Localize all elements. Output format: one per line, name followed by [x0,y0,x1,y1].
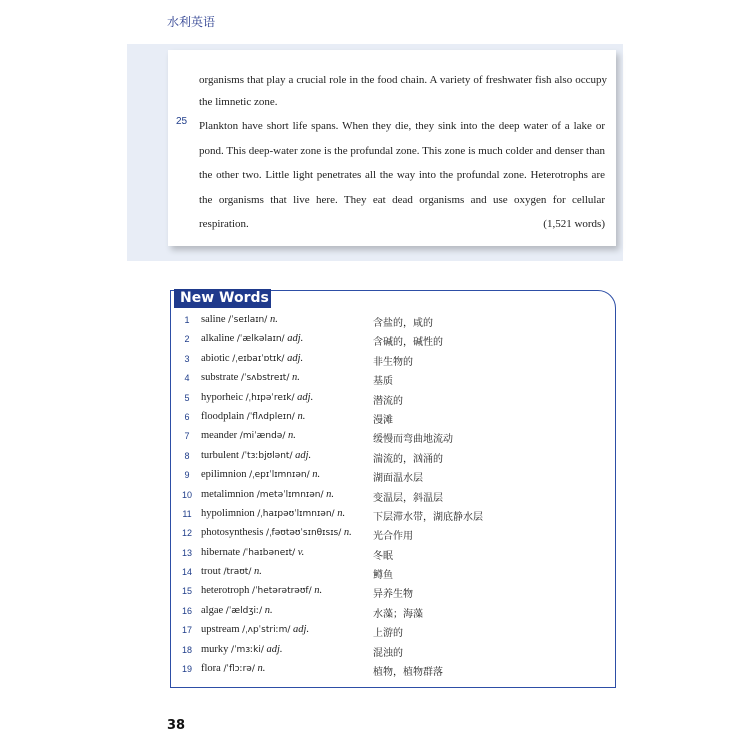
word-pronunciation: /ˌfəʊtəʊˈsɪnθɪsɪs/ [266,528,342,539]
word-pronunciation: /ˈflʌdpleɪn/ [246,411,295,422]
word-headword: photosynthesis [201,527,264,539]
word-list-item [170,545,610,564]
word-number: 15 [181,586,192,597]
word-entry [201,411,305,422]
word-definition: 非生物的 [373,356,413,368]
word-number: 19 [181,664,192,675]
word-list-item [170,642,610,661]
word-definition: 鳟鱼 [373,570,393,582]
word-part-of-speech: n. [314,585,323,597]
word-number: 7 [184,431,190,442]
word-count: (1,521 words) [543,218,605,230]
line-number: 25 [176,116,188,127]
word-definition: 光合作用 [373,531,413,543]
word-entry [201,585,322,596]
word-pronunciation: /ˈælkəlaɪn/ [236,334,285,345]
word-part-of-speech: n. [254,566,262,578]
word-number: 9 [184,470,190,481]
word-entry [201,314,278,325]
word-headword: heterotroph [201,585,250,597]
word-part-of-speech: n. [269,314,278,325]
word-part-of-speech: adj. [293,624,310,636]
word-list-item [170,351,610,370]
word-part-of-speech: n. [312,469,321,481]
word-entry [201,392,313,403]
word-list-item [170,428,610,447]
word-part-of-speech: n. [343,527,352,539]
word-list-item [170,506,610,525]
word-list-item [170,467,610,486]
word-pronunciation: /ˌhɪpəˈreɪk/ [245,392,295,403]
word-pronunciation: /ˈtɜːbjʊlənt/ [241,450,293,461]
word-pronunciation: /ˈflɔːrə/ [223,664,255,675]
word-definition: 缓慢而弯曲地流动 [373,434,453,446]
word-pronunciation: /ˈhaɪbəneɪt/ [242,547,296,558]
word-headword: algae [201,604,224,616]
word-pronunciation: /miˈændə/ [239,431,286,442]
word-list-item [170,487,610,506]
word-number: 2 [184,334,190,345]
word-entry [201,663,265,674]
word-list-item [170,661,610,680]
word-list-item [170,331,610,350]
word-number: 18 [181,644,192,655]
word-pronunciation: /ˈmɜːki/ [231,644,264,655]
new-words-list [170,312,610,680]
word-headword: substrate [201,372,239,384]
word-part-of-speech: adj. [266,643,283,655]
word-definition: 变温层，斜温层 [373,492,443,504]
word-headword: metalimnion [201,488,255,500]
word-list-item [170,448,610,467]
word-list-item [170,312,610,331]
new-words-title: New Words [174,289,271,308]
word-pronunciation: /ˌhaɪpəʊˈlɪmnɪən/ [257,508,335,519]
word-definition: 冬眠 [373,550,393,562]
word-headword: saline [201,314,226,325]
word-pronunciation: /ˈseɪlaɪn/ [228,315,268,325]
word-number: 6 [184,411,190,422]
word-list-item [170,603,610,622]
word-definition: 混浊的 [373,647,403,659]
word-list-item [170,409,610,428]
word-entry [201,489,334,500]
word-list-item [170,583,610,602]
word-number: 12 [181,528,192,539]
word-headword: turbulent [201,449,239,461]
word-entry [201,644,283,655]
word-headword: meander [201,430,238,442]
word-definition: 上游的 [373,628,403,640]
word-list-item [170,390,610,409]
word-entry [201,624,309,635]
word-number: 17 [181,625,192,636]
word-pronunciation: /traʊt/ [223,567,252,578]
word-part-of-speech: n. [288,430,296,442]
passage-paragraph: Plankton have short life spans. When they die, they sink into the deep water of a lake or pond. This deep-water zone is the profundal zone. This zone is much colder and denser than the other two. Little light penetrates all the way into the profundal zone. Heterotrophs are the organisms that live here. They eat dead organisms and use oxygen for cellular respiration. [199,120,605,230]
word-pronunciation: /ˈsʌbstreɪt/ [240,373,290,384]
word-part-of-speech: adj. [287,333,304,345]
word-entry [201,547,304,558]
word-definition: 湍流的，汹涌的 [373,453,443,465]
word-part-of-speech: adj. [295,449,312,461]
word-headword: abiotic [201,352,230,364]
word-number: 10 [181,489,192,500]
word-list-item [170,525,610,544]
word-entry [201,566,262,577]
word-number: 1 [184,315,190,325]
word-number: 5 [184,392,190,403]
word-definition: 潜流的 [373,395,403,407]
word-part-of-speech: adj. [297,391,314,403]
word-part-of-speech: n. [257,663,266,675]
word-number: 3 [184,353,190,364]
word-entry [201,527,352,538]
word-definition: 水藻；海藻 [373,608,423,620]
word-part-of-speech: n. [291,372,300,384]
word-entry [201,333,303,344]
word-number: 16 [181,605,192,616]
word-part-of-speech: adj. [287,352,304,364]
word-pronunciation: /ˌeɪbaɪˈɒtɪk/ [232,353,285,364]
word-headword: hyporheic [201,391,243,403]
word-list-item [170,622,610,641]
word-entry [201,353,303,364]
word-part-of-speech: n. [264,604,273,616]
word-definition: 含盐的，咸的 [373,318,433,329]
word-definition: 基质 [373,376,393,388]
word-number: 8 [184,450,190,461]
word-part-of-speech: v. [297,546,305,558]
word-definition: 异养生物 [373,589,413,601]
word-number: 13 [181,547,192,558]
word-headword: epilimnion [201,469,247,481]
word-headword: alkaline [201,333,235,345]
word-definition: 含碱的，碱性的 [373,337,443,349]
word-headword: hibernate [201,546,241,558]
word-definition: 下层滞水带，湖底静水层 [373,511,483,523]
word-number: 4 [184,373,190,384]
word-part-of-speech: n. [297,410,306,422]
word-entry [201,469,320,480]
word-definition: 漫滩 [373,414,393,426]
page-number: 38 [167,718,186,733]
word-part-of-speech: n. [337,507,346,519]
word-headword: trout [201,566,221,578]
word-definition: 湖面温水层 [373,473,423,485]
word-headword: floodplain [201,410,245,422]
word-headword: upstream [201,624,240,636]
word-entry [201,508,345,519]
word-pronunciation: /ˈældʒiː/ [225,605,263,616]
word-list-item [170,370,610,389]
word-headword: hypolimnion [201,507,255,519]
word-list-item [170,564,610,583]
word-entry [201,430,296,441]
word-definition: 植物，植物群落 [373,667,443,679]
passage-paragraph-continued: organisms that play a crucial role in the food chain. A variety of freshwater fish also occupy the limnetic zone. [199,74,607,108]
word-entry [201,450,311,461]
word-part-of-speech: n. [326,488,335,500]
word-headword: flora [201,663,221,675]
word-pronunciation: /metəˈlɪmnɪən/ [256,489,324,500]
word-number: 14 [181,567,192,578]
word-pronunciation: /ˌʌpˈstriːm/ [242,625,291,636]
book-title-header: 水利英语 [167,15,216,29]
word-pronunciation: /ˌepɪˈlɪmnɪən/ [249,470,310,481]
word-pronunciation: /ˈhetərətrəʊf/ [252,586,312,597]
word-entry [201,372,300,383]
word-entry [201,605,273,616]
word-number: 11 [182,508,192,519]
word-headword: murky [201,643,229,655]
